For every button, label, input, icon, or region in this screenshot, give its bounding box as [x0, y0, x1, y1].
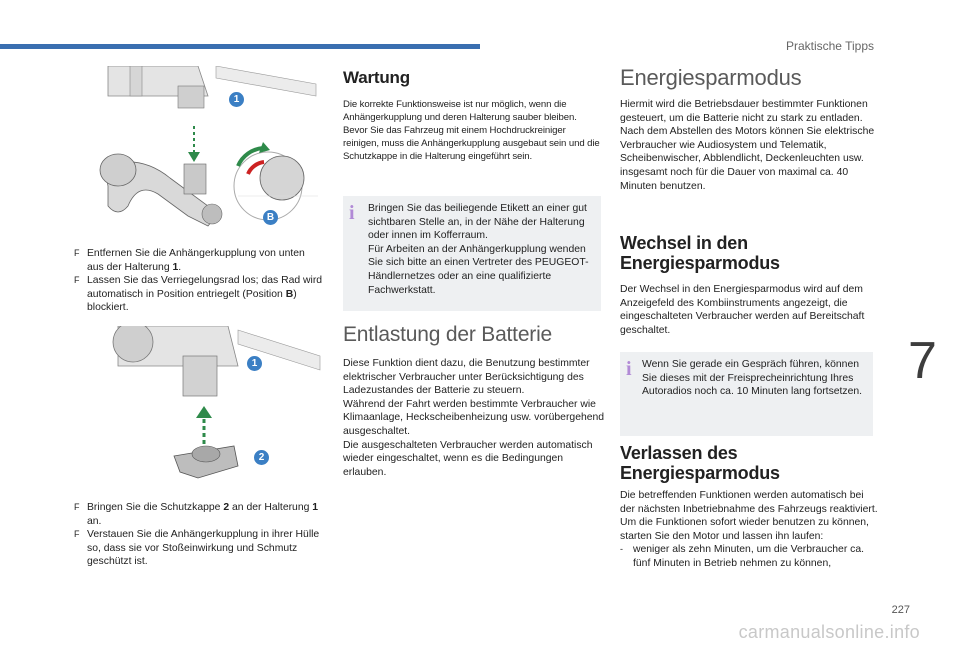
tow-hitch-removal-illustration [88, 66, 326, 244]
marker-1-badge: 1 [247, 356, 262, 371]
step-text: Bringen Sie die Schutzkappe [87, 502, 224, 513]
batterie-paragraph: Diese Funktion dient dazu, die Benutzung bestimmter elektrischer Verbraucher unter Berücksichtigung des Ladezustandes der Batterie zu steuern. [343, 358, 590, 397]
list-item [74, 247, 324, 274]
step-ref: 1 [312, 502, 319, 513]
info-paragraph: Für Arbeiten an der Anhängerkupplung wenden Sie sich bitte an einen Vertreter des PEUGEOT-Händlernetzes oder an eine qualifizierte Fachwerkstatt. [368, 243, 589, 296]
wechsel-heading [620, 233, 876, 273]
batterie-paragraph: Während der Fahrt werden bestimmte Verbraucher wie Klimaanlage, Heckscheibenheizung usw. vorübergehend ausgeschaltet. [343, 398, 605, 437]
section-label: Praktische Tipps [785, 39, 874, 53]
bullet-mark: F [74, 248, 80, 258]
info-paragraph: Bringen Sie das beiliegende Etikett an einer gut sichtbaren Stelle an, in der Nähe der Halterung oder innen im Kofferraum. [368, 203, 587, 242]
protective-cap-drawing [88, 326, 326, 486]
bullet-mark: F [74, 529, 80, 540]
tow-hitch-drawing [88, 66, 326, 244]
energie-heading: Energiesparmodus [620, 65, 802, 90]
info-icon: i [626, 358, 632, 380]
step-ref: 1 [172, 261, 179, 273]
verlassen-section [620, 443, 878, 571]
info-paragraph: Wenn Sie gerade ein Gespräch führen, können Sie dieses mit der Freisprecheinrichtung Ihres Autoradios noch ca. 10 Minuten lang fortsetzen. [642, 359, 863, 398]
verlassen-heading-line: Energiesparmodus [620, 463, 780, 483]
top-accent-bar [0, 44, 480, 49]
info-box-call [620, 352, 873, 436]
step-text: Entfernen Sie die Anhängerkupplung von unten aus der Halterung [87, 248, 305, 273]
info-box-content [368, 202, 594, 297]
info-box-label [343, 196, 601, 311]
marker-2-badge: 2 [254, 450, 269, 465]
step-tail: ) blockiert. [87, 288, 297, 314]
wechsel-heading-line: Energiesparmodus [620, 253, 780, 273]
energie-paragraph: Nach dem Abstellen des Motors können Sie elektrische Verbraucher wie Audiosystem und Telematik, Scheibenwischer, Abblendlicht, Deckenleuchten usw. insgesamt noch für die Dauer von maximal ca. 40 Minuten benutzen. [620, 126, 875, 192]
energie-body [620, 98, 876, 193]
list-item-text: weniger als zehn Minuten, um die Verbraucher ca. fünf Minuten in Betrieb nehmen zu können, [633, 544, 865, 569]
list-item [74, 501, 326, 528]
energie-section [620, 66, 876, 193]
protective-cap-illustration [88, 326, 326, 486]
watermark: carmanualsonline.info [738, 622, 920, 642]
page-number: 227 [891, 604, 910, 616]
storage-steps [74, 501, 326, 569]
bullet-mark: F [74, 502, 80, 512]
step-text: Lassen Sie das Verriegelungsrad los; das Rad wird automatisch in Position entriegelt (Position [87, 275, 323, 300]
wechsel-paragraph: Der Wechsel in den Energiesparmodus wird auf dem Anzeigefeld des Kombiinstruments angezeigt, die eingeschalteten Verbraucher werden auf Bereitschaft geschaltet. [620, 284, 865, 336]
batterie-body [343, 357, 605, 479]
verlassen-paragraph: Die betreffenden Funktionen werden automatisch bei der nächsten Inbetriebnahme des Fahrzeugs reaktiviert. [620, 490, 878, 515]
info-icon: i [349, 202, 355, 224]
batterie-section [343, 323, 605, 479]
step-tail: an. [87, 515, 102, 527]
wechsel-heading-line: Wechsel in den [620, 233, 748, 253]
wartung-heading: Wartung [343, 68, 410, 87]
chapter-tab [885, 332, 960, 390]
list-item [620, 543, 878, 570]
bullet-mark: F [74, 275, 80, 286]
wartung-paragraph: Bevor Sie das Fahrzeug mit einem Hochdruckreiniger reinigen, muss die Anhängerkupplung ausgebaut sein und die Schutzkappe in die Halterung eingeführt sein. [343, 125, 600, 162]
energie-paragraph: Hiermit wird die Betriebsdauer bestimmter Funktionen gesteuert, um die Batterie nicht zu stark zu entladen. [620, 99, 868, 124]
step-tail: an der Halterung [229, 502, 313, 513]
step-ref: 2 [223, 502, 230, 513]
batterie-paragraph: Die ausgeschalteten Verbraucher werden automatisch wieder eingeschaltet, wenn es die Bedingungen erlauben. [343, 439, 593, 478]
step-ref: B [285, 288, 294, 300]
step-tail: . [178, 261, 182, 273]
verlassen-heading-line: Verlassen des [620, 443, 738, 463]
batterie-heading: Entlastung der Batterie [343, 323, 553, 346]
marker-1-badge: 1 [229, 92, 244, 107]
list-item [74, 528, 326, 569]
dash-mark: - [620, 544, 623, 555]
wartung-section [343, 68, 601, 163]
wartung-paragraph: Die korrekte Funktionsweise ist nur möglich, wenn die Anhängerkupplung und deren Halterung sauber bleiben. [343, 99, 577, 123]
wechsel-section [620, 233, 876, 337]
verlassen-heading [620, 443, 878, 483]
step-text: Verstauen Sie die Anhängerkupplung in ihrer Hülle so, dass sie vor Stoßeinwirkung und Schmutz geschützt ist. [87, 529, 320, 568]
verlassen-body [620, 489, 878, 571]
removal-steps [74, 247, 324, 315]
list-item [74, 274, 324, 315]
verlassen-paragraph: Um die Funktionen sofort wieder benutzen zu können, starten Sie den Motor und lassen ihn laufen: [620, 517, 869, 542]
marker-b-badge: B [263, 210, 278, 225]
chapter-number: 7 [908, 332, 937, 390]
